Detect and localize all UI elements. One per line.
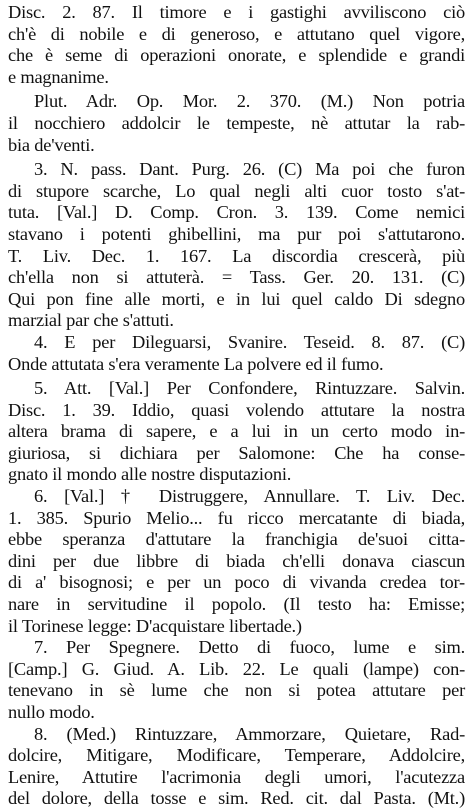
text-line: Plut. Adr. Op. Mor. 2. 370. (M.) Non potria [34,91,465,112]
text-line: 4. E per Dileguarsi, Svanire. Teseid. 8. 87. (C) [34,331,465,352]
para-sense-6 [8,486,465,637]
text-line: 3. N. pass. Dant. Purg. 26. (C) Ma poi che furon [34,159,465,180]
text-line: marzial par che s'attuti. [8,310,174,331]
text-line: Onde attutata s'era veramente La polvere ed il fumo. [8,353,384,374]
para-sense-4 [8,332,465,375]
text-line: giuriosa, si dichiara per Salomone: Che ha conse- [8,442,465,463]
text-line: del dolore, della tosse e sim. Red. cit. dal Pasta. (Mt.) [8,788,465,809]
text-line: Lenire, Attutire l'acrimonia degli umori, l'acutezza [8,766,465,787]
para-sense-8 [8,724,465,810]
text-line: ch'ella non si attuterà. = Tass. Ger. 20. 131. (C) [8,267,465,288]
text-line: ebbe speranza d'attutare la franchigia de'suoi citta- [8,529,465,550]
text-line: ch'è di nobile e di generoso, e attutano quel vigore, [8,23,465,44]
text-line: di stupore scarche, Lo qual negli alti cuor tosto s'at- [8,180,465,201]
text-line: il nocchiero addolcir le tempeste, nè attutar la rab- [8,112,465,133]
text-line: nare in servitudine il popolo. (Il testo ha: Emisse; [8,594,465,615]
text-line: T. Liv. Dec. 1. 167. La discordia crescerà, più [8,245,465,266]
para-sense-3 [8,159,465,332]
para-intro-continuation [8,2,465,88]
text-line: 5. Att. [Val.] Per Confondere, Rintuzzare. Salvin. [34,378,465,399]
text-line: gnato il mondo alle nostre disputazioni. [8,464,292,485]
text-line: tenevano in sè lume che non si potea attutare per [8,680,465,701]
text-line: 1. 385. Spurio Melio... fu ricco mercatante di biada, [8,507,465,528]
text-line: bia de'venti. [8,134,95,155]
text-line: che è seme di operazioni onorate, e splendide e grandi [8,45,465,66]
text-line: 6. [Val.] † Distruggere, Annullare. T. Liv. Dec. [34,486,465,507]
text-line: Qui pon fine alle morti, e in lui quel caldo Di sdegno [8,288,465,309]
text-line: altera brama di sapere, e a lui in un certo modo in- [8,421,465,442]
text-line: nullo modo. [8,702,95,722]
para-plut-adr [8,91,465,156]
text-line: dolcire, Mitigare, Modificare, Temperare, Addolcire, [8,745,465,766]
text-line: dini per due libbre di biada ch'elli donava ciascun [8,550,465,571]
para-sense-5 [8,378,465,486]
text-line: stavano i potenti ghibellini, ma pur poi s'attutarono. [8,223,465,244]
text-line: di a' bisognosi; e per un poco di vivanda credea tor- [8,572,465,593]
text-line: Disc. 2. 87. Il timore e i gastighi avviliscono ciò [8,2,465,22]
text-line: Disc. 1. 39. Iddio, quasi volendo attutare la nostra [8,399,465,420]
text-line: il Torinese legge: D'acquistare libertade.) [8,615,302,636]
text-line: e magnanime. [8,66,109,87]
text-line: 7. Per Spegnere. Detto di fuoco, lume e sim. [34,637,465,658]
text-line: 8. (Med.) Rintuzzare, Ammorzare, Quietare, Rad- [34,723,465,744]
para-sense-7 [8,637,465,723]
text-line: [Camp.] G. Giud. A. Lib. 22. Le quali (lampe) con- [8,658,465,679]
text-line: tuta. [Val.] D. Comp. Cron. 3. 139. Come nemici [8,202,465,223]
